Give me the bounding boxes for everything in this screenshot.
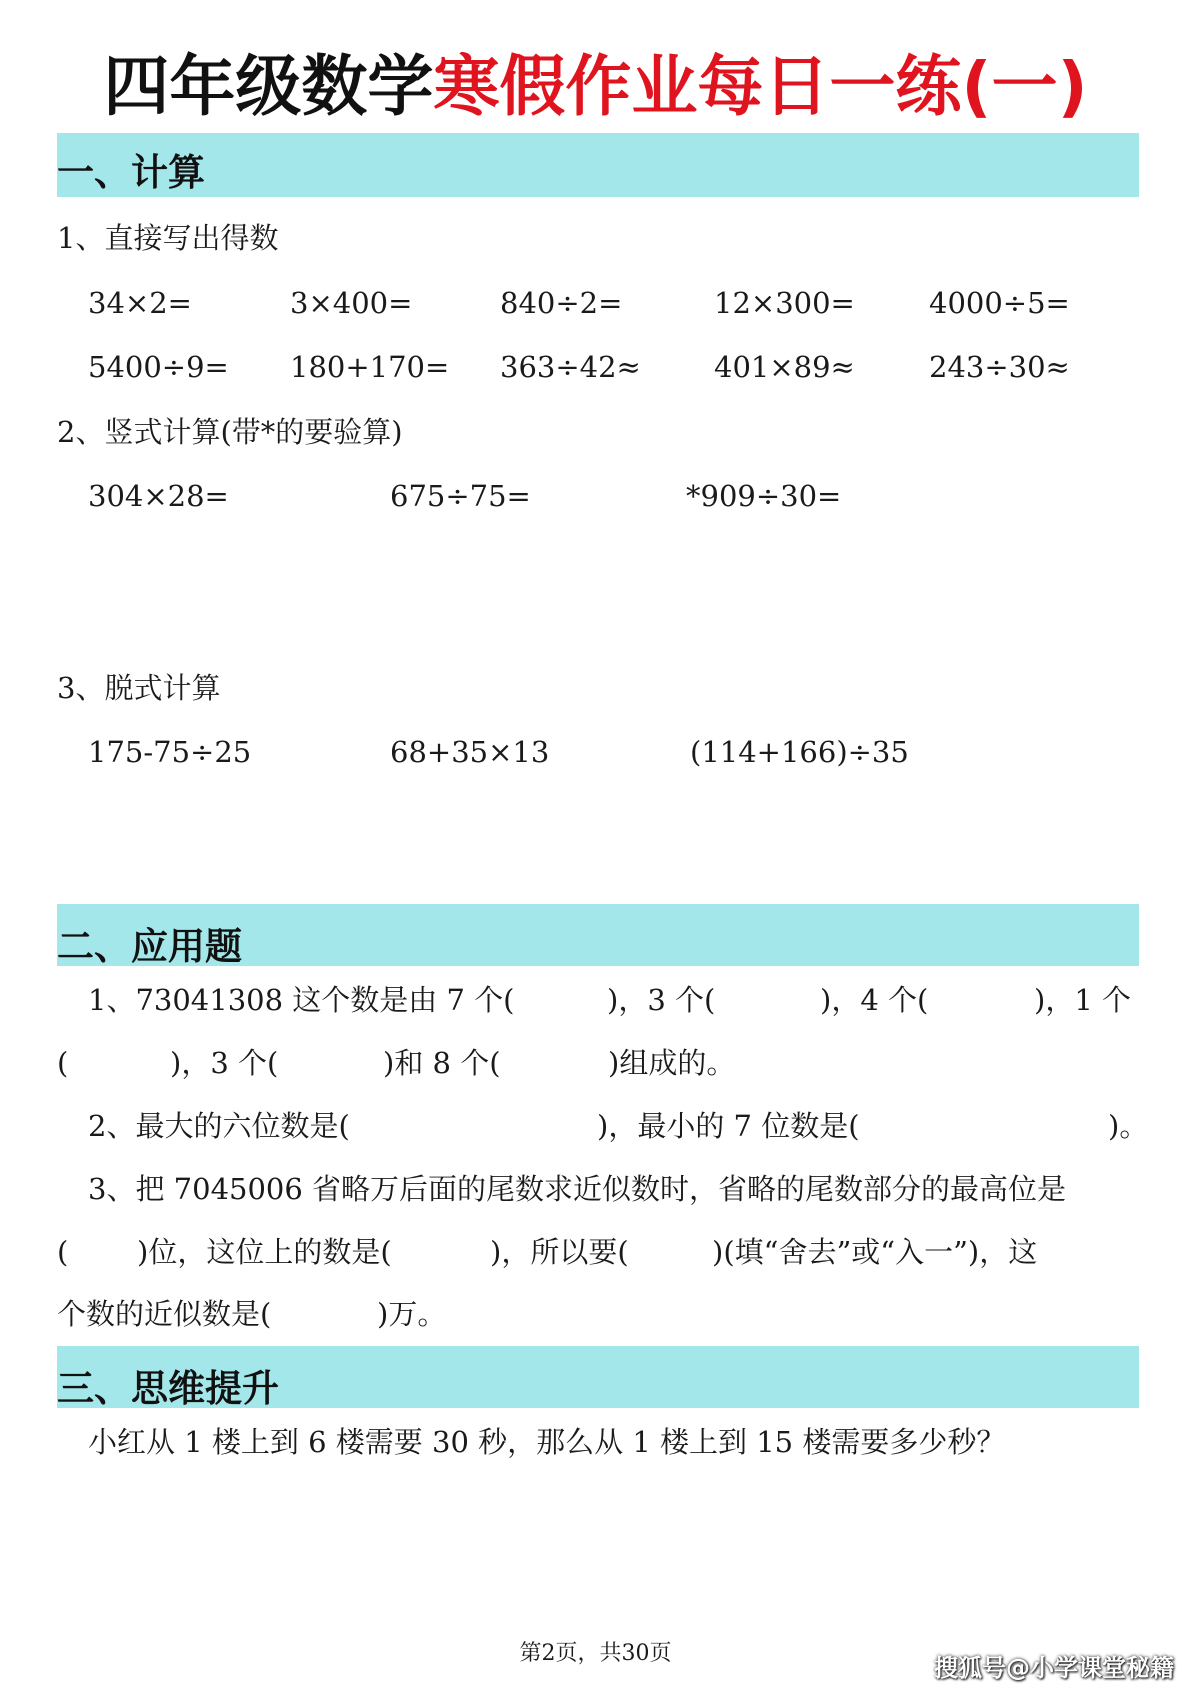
problem-3-text: )万。 (377, 1297, 447, 1331)
title-dark-part: 四年级数学 (103, 48, 434, 125)
problem-1-text: )和 8 个( (383, 1046, 501, 1080)
question-label-1-1: 1、直接写出得数 (57, 221, 279, 255)
question-label-1-3: 3、脱式计算 (57, 671, 221, 705)
calc-item: 180+170= (290, 350, 450, 384)
stepwise-calc-item: 68+35×13 (390, 735, 550, 769)
section-heading-1: 一、计算 (57, 151, 205, 194)
problem-1-text: )，3 个( (170, 1046, 279, 1080)
section-heading-2: 二、应用题 (57, 925, 242, 968)
vertical-calc-item: 304×28= (88, 479, 229, 513)
thinking-question: 小红从 1 楼上到 6 楼需要 30 秒，那么从 1 楼上到 15 楼需要多少秒？ (88, 1425, 1006, 1459)
calc-item: 4000÷5= (929, 286, 1070, 320)
problem-3-text: 个数的近似数是( (57, 1297, 272, 1331)
section-heading-3: 三、思维提升 (57, 1367, 279, 1410)
calc-item: 34×2= (88, 286, 192, 320)
vertical-calc-item: *909÷30= (686, 479, 842, 513)
calc-item: 243÷30≈ (929, 350, 1070, 384)
watermark: 搜狐号@小学课堂秘籍 (934, 1654, 1174, 1682)
problem-2-text: )。 (1108, 1109, 1149, 1143)
problem-1-text: ( (57, 1046, 69, 1080)
section-heading-band-3 (57, 1346, 1139, 1408)
calc-item: 840÷2= (500, 286, 623, 320)
problem-3-text: 3、把 7045006 省略万后面的尾数求近似数时，省略的尾数部分的最高位是 (88, 1172, 1067, 1206)
problem-1-text: )组成的。 (608, 1046, 736, 1080)
problem-3-text: ( (57, 1235, 69, 1269)
title-red-part: 寒假作业每日一练(一) (433, 48, 1088, 125)
stepwise-calc-item: (114+166)÷35 (690, 735, 909, 769)
question-label-1-2: 2、竖式计算(带*的要验算) (57, 415, 403, 449)
vertical-calc-item: 675÷75= (390, 479, 531, 513)
section-heading-band-1 (57, 133, 1139, 197)
problem-3-text: )，所以要( (490, 1235, 629, 1269)
calc-item: 5400÷9= (88, 350, 229, 384)
section-heading-band-2 (57, 904, 1139, 966)
problem-1-text: )，3 个( (607, 983, 716, 1017)
calc-item: 401×89≈ (714, 350, 855, 384)
problem-2-text: )，最小的 7 位数是( (597, 1109, 860, 1143)
problem-1-text: 1、73041308 这个数是由 7 个( (88, 983, 515, 1017)
problem-3-text: )位，这位上的数是( (137, 1235, 392, 1269)
problem-1-text: )，4 个( (820, 983, 929, 1017)
calc-item: 3×400= (290, 286, 413, 320)
problem-3-text: )(填“舍去”或“入一”)，这 (712, 1235, 1038, 1269)
stepwise-calc-item: 175-75÷25 (88, 735, 252, 769)
page-title (0, 42, 1191, 132)
calc-item: 12×300= (714, 286, 855, 320)
problem-1-text: )，1 个 (1034, 983, 1131, 1017)
problem-2-text: 2、最大的六位数是( (88, 1109, 350, 1143)
page-footer: 第2页，共30页 (519, 1641, 672, 1666)
calc-item: 363÷42≈ (500, 350, 641, 384)
